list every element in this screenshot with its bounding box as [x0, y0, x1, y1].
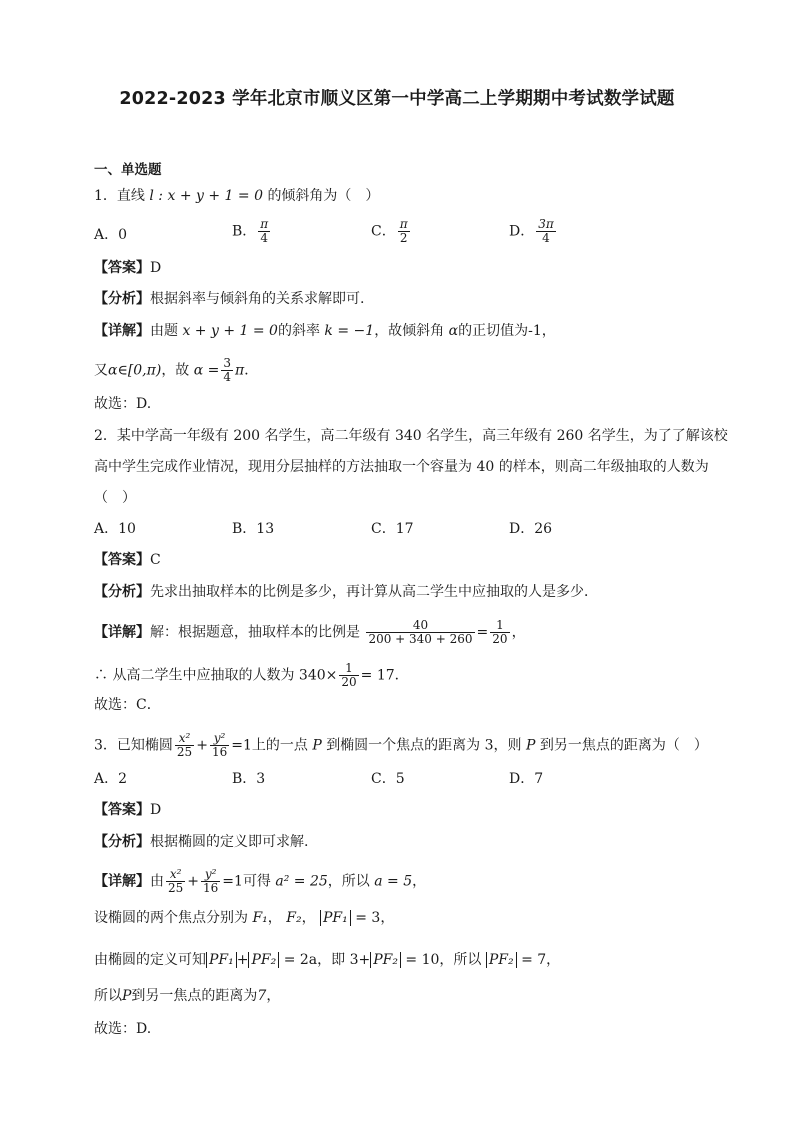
q1-detail-line2: 又α∈[0,π)，故 α = $\frac{3}{4}$ π．	[94, 356, 259, 384]
page-title: 2022-2023 学年北京市顺义区第一中学高二上学期期中考试数学试题	[119, 89, 675, 109]
q1-option-d: D． $\frac{3\pi}{4}$	[509, 217, 554, 245]
q2-stem-line3: （ ）	[94, 490, 136, 506]
q2-detail-line1: 【详解】解：根据题意，抽取样本的比例是 $\frac{40}{200 + 340 + 260}$ = $\frac{1}{20}$ ，	[94, 618, 526, 646]
section-heading: 一、单选题	[94, 162, 162, 178]
q3-option-a: A．2	[94, 771, 128, 787]
q1-conclusion: 故选：D.	[94, 396, 152, 412]
q2-option-a: A．10	[94, 521, 136, 537]
q2-stem-line1: 2．某中学高一年级有 200 名学生，高二年级有 340 名学生，高三年级有 260 名学生，为了了解该校	[94, 428, 728, 444]
q2-option-b: B．13	[232, 521, 275, 537]
q2-detail-line2: ∴ 从高二学生中应抽取的人数为 340× $\frac{1}{20}$ = 17．	[94, 661, 409, 689]
q2-conclusion: 故选：C．	[94, 697, 161, 713]
q1-option-a: A．0	[94, 227, 128, 243]
q3-option-c: C．5	[371, 771, 405, 787]
q2-analysis: 【分析】先求出抽取样本的比例是多少，再计算从高二学生中应抽取的人是多少．	[94, 584, 598, 600]
q2-answer: 【答案】C	[94, 552, 161, 568]
q1-answer: 【答案】D	[94, 260, 162, 276]
q3-option-d: D．7	[509, 771, 544, 787]
q3-detail-line1: 【详解】由 $\frac{\text{x²}}{25}$ + $\frac{\text{y²}}{16}$ =1可得 a² = 25，所以 a = 5，	[94, 867, 427, 895]
q1-detail-line1: 【详解】由题 x + y + 1 = 0的斜率 k = −1，故倾斜角 α的正切值为-1，	[94, 323, 556, 339]
q3-conclusion: 故选：D.	[94, 1021, 152, 1037]
q1-option-c: C． $\frac{\pi}{2}$	[371, 217, 408, 245]
q3-detail-line3: 由椭圆的定义可知 PF₁ + PF₂ = 2a，即 3+ PF₂ = 10，所以 PF₂ = 7，	[94, 952, 561, 968]
q3-detail-line4: 所以P到另一焦点的距离为7，	[94, 988, 281, 1004]
q3-analysis: 【分析】根据椭圆的定义即可求解.	[94, 834, 309, 850]
q2-option-c: C．17	[371, 521, 414, 537]
q1-stem: 1．直线 l : x + y + 1 = 0 的倾斜角为（ ）	[94, 188, 380, 204]
q2-stem-line2: 高中学生完成作业情况，现用分层抽样的方法抽取一个容量为 40 的样本，则高二年级抽取的人数为	[94, 459, 709, 475]
q3-stem: 3．已知椭圆 $\frac{\text{x²}}{25}$ + $\frac{\text{y²}}{16}$ =1上的一点 P 到椭圆一个焦点的距离为 3，则 P 到另一焦点的距离为（ ）	[94, 731, 708, 759]
q1-option-b: B． $\frac{\pi}{4}$	[232, 217, 269, 245]
q3-detail-line2: 设椭圆的两个焦点分别为 F₁， F₂， PF₁ = 3，	[94, 910, 395, 926]
q3-option-b: B．3	[232, 771, 266, 787]
q2-option-d: D．26	[509, 521, 553, 537]
q3-answer: 【答案】D	[94, 802, 162, 818]
q1-analysis: 【分析】根据斜率与倾斜角的关系求解即可.	[94, 291, 365, 307]
